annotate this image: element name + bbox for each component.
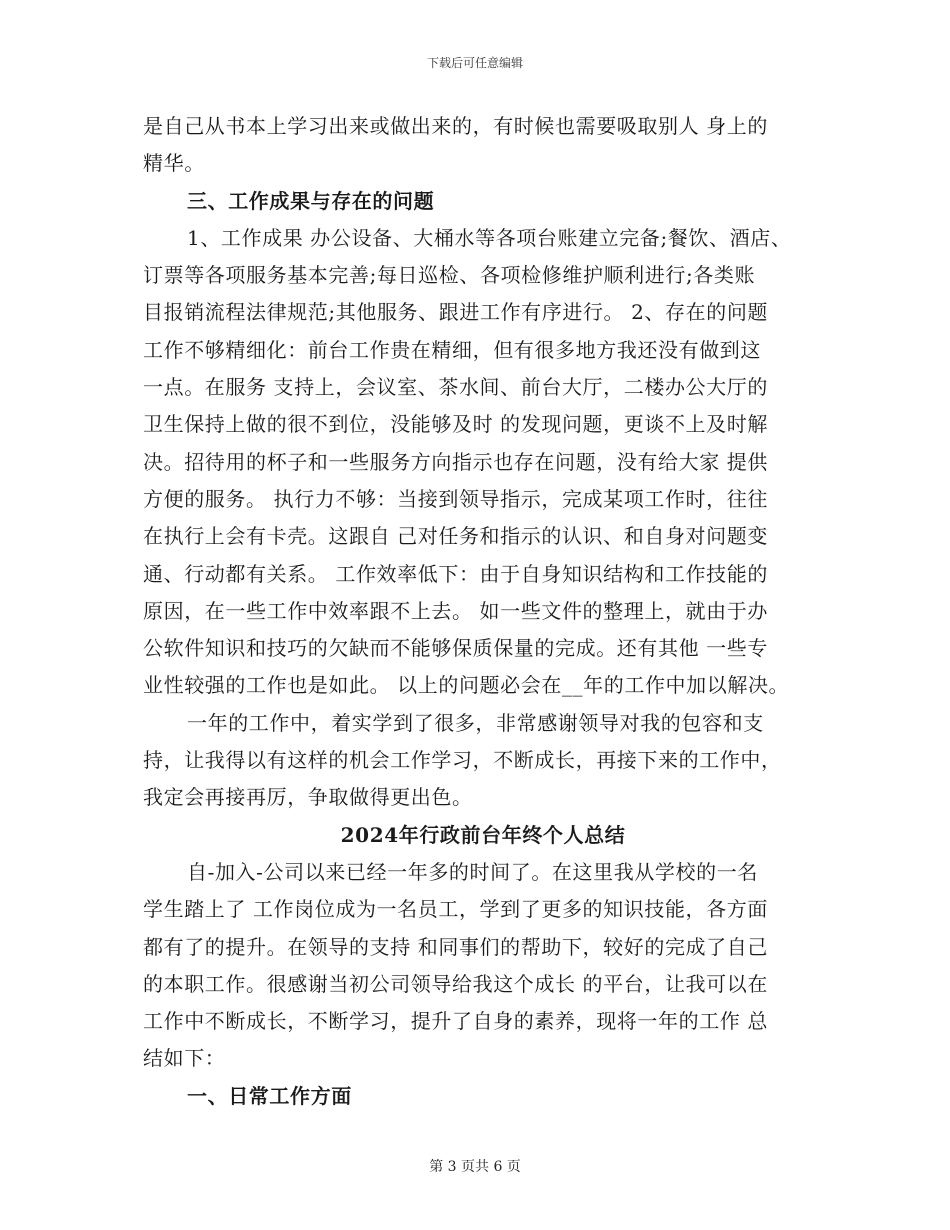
body-line: 通、行动都有关系。 工作效率低下：由于自身知识结构和工作技能的 xyxy=(143,561,768,586)
body-line: 一点。在服务 支持上，会议室、茶水间、前台大厅，二楼办公大厅的 xyxy=(143,375,768,400)
page-number: 第 3 页共 6 页 xyxy=(429,1159,521,1175)
body-line: 决。招待用的杯子和一些服务方向指示也存在问题，没有给大家 提供 xyxy=(143,449,768,474)
body-line: 的本职工作。很感谢当初公司领导给我这个成长 的平台，让我可以在 xyxy=(143,971,768,996)
body-line: 都有了的提升。在领导的支持 和同事们的帮助下，较好的完成了自己 xyxy=(143,934,768,959)
body-line: 目报销流程法律规范;其他服务、跟进工作有序进行。 2、存在的问题 xyxy=(143,300,769,325)
body-line: 一年的工作中，着实学到了很多，非常感谢领导对我的包容和支 xyxy=(187,710,764,735)
body-line: 工作中不断成长，不断学习，提升了自身的素养，现将一年的工作 总 xyxy=(143,1009,768,1034)
section-heading: 三、工作成果与存在的问题 xyxy=(187,188,435,213)
body-line: 1、工作成果 办公设备、大桶水等各项台账建立完备;餐饮、酒店、 xyxy=(187,225,792,250)
body-line: 工作不够精细化：前台工作贵在精细，但有很多地方我还没有做到这 xyxy=(143,337,761,362)
body-line: 方便的服务。 执行力不够：当接到领导指示，完成某项工作时，往往 xyxy=(143,486,768,511)
section-heading: 一、日常工作方面 xyxy=(187,1083,352,1108)
document-body xyxy=(143,108,823,1115)
body-line: 持，让我得以有这样的机会工作学习，不断成长，再接下来的工作中， xyxy=(143,748,782,773)
body-line: 是自己从书本上学习出来或做出来的，有时候也需要吸取别人 身上的 xyxy=(143,114,768,138)
body-line: 卫生保持上做的很不到位，没能够及时 的发现问题，更谈不上及时解 xyxy=(143,412,768,437)
page-header: 下载后可任意编辑 xyxy=(426,56,523,70)
body-line: 精华。 xyxy=(143,151,205,176)
body-line: 自-加入-公司以来已经一年多的时间了。在这里我从学校的一名 xyxy=(187,859,758,884)
body-line: 学生踏上了 工作岗位成为一名员工，学到了更多的知识技能，各方面 xyxy=(143,897,768,922)
body-line: 我定会再接再厉，争取做得更出色。 xyxy=(143,785,473,810)
body-line: 公软件知识和技巧的欠缺而不能够保质保量的完成。还有其他 一些专 xyxy=(143,636,768,661)
body-line: 结如下： xyxy=(143,1046,226,1071)
body-line: 原因，在一些工作中效率跟不上去。 如一些文件的整理上，就由于办 xyxy=(143,598,768,623)
body-line: 业性较强的工作也是如此。 以上的问题必会在__年的工作中加以解决。 xyxy=(143,673,790,698)
body-line: 在执行上会有卡壳。这跟自 己对任务和指示的认识、和自身对问题变 xyxy=(143,524,768,549)
body-line: 订票等各项服务基本完善;每日巡检、各项检修维护顺利进行;各类账 xyxy=(143,263,756,288)
document-title: 2024年行政前台年终个人总结 xyxy=(340,822,626,847)
